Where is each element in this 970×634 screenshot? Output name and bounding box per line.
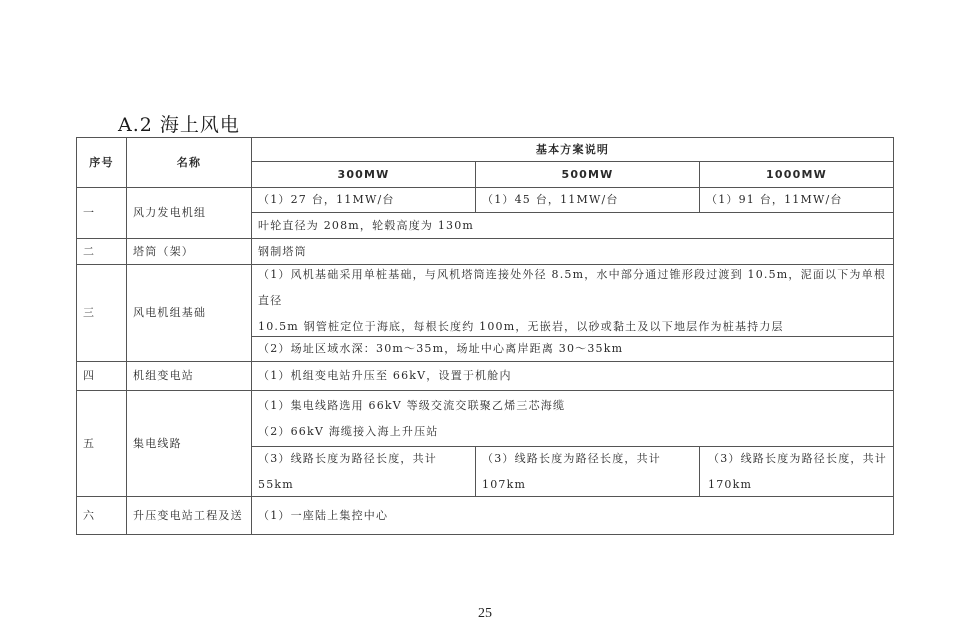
row-3-item-1-line-1: （1）风机基础采用单桩基础，与风机塔筒连接处外径 8.5m，水中部分通过锥形段过渡到 10.5m，泥面以下为单根直径: [258, 267, 887, 307]
row-5-1000mw-line-2: 170km: [708, 477, 753, 491]
row-1-index: 一: [76, 187, 127, 239]
row-5-items-1-2: [251, 390, 894, 447]
row-3-item-1: [251, 264, 894, 337]
row-1-name: 风力发电机组: [126, 187, 252, 239]
row-5-name: 集电线路: [126, 390, 252, 497]
row-4-shared: （1）机组变电站升压至 66kV，设置于机舱内: [251, 361, 894, 391]
section-title: A.2 海上风电: [118, 114, 240, 136]
row-5-item-1: （1）集电线路选用 66kV 等级交流交联聚乙烯三芯海缆: [258, 398, 566, 412]
row-2-name: 塔筒（架）: [126, 238, 252, 265]
header-300mw: 300MW: [251, 161, 476, 188]
row-1-300mw: （1）27 台，11MW/台: [251, 187, 476, 213]
row-4-name: 机组变电站: [126, 361, 252, 391]
row-2-shared: 钢制塔筒: [251, 238, 894, 265]
header-1000mw: 1000MW: [699, 161, 894, 188]
row-4-index: 四: [76, 361, 127, 391]
scheme-table: [76, 137, 894, 535]
row-5-1000mw-line-1: （3）线路长度为路径长度，共计: [708, 451, 887, 465]
row-5-item-2: （2）66kV 海缆接入海上升压站: [258, 424, 439, 438]
row-3-index: 三: [76, 264, 127, 362]
row-1-500mw: （1）45 台，11MW/台: [475, 187, 700, 213]
row-5-1000mw: [699, 446, 894, 497]
row-2-index: 二: [76, 238, 127, 265]
row-3-item-2: （2）场址区域水深：30m～35m，场址中心离岸距离 30～35km: [251, 336, 894, 362]
row-5-300mw: （3）线路长度为路径长度，共计 55km: [251, 446, 476, 497]
row-1-1000mw: （1）91 台，11MW/台: [699, 187, 894, 213]
header-scheme: 基本方案说明: [251, 137, 894, 162]
row-1-shared: 叶轮直径为 208m，轮毂高度为 130m: [251, 212, 894, 239]
header-name: 名称: [126, 137, 252, 188]
row-6-shared: （1）一座陆上集控中心: [251, 496, 894, 535]
header-500mw: 500MW: [475, 161, 700, 188]
row-5-500mw: （3）线路长度为路径长度，共计 107km: [475, 446, 700, 497]
row-6-name: 升压变电站工程及送: [126, 496, 252, 535]
row-3-item-1-line-2: 10.5m 钢管桩定位于海底，每根长度约 100m，无嵌岩，以砂或黏土及以下地层作为桩基持力层: [258, 319, 784, 333]
row-3-name: 风电机组基础: [126, 264, 252, 362]
row-5-index: 五: [76, 390, 127, 497]
header-index: 序号: [76, 137, 127, 188]
row-6-index: 六: [76, 496, 127, 535]
page-number: 25: [478, 606, 492, 621]
